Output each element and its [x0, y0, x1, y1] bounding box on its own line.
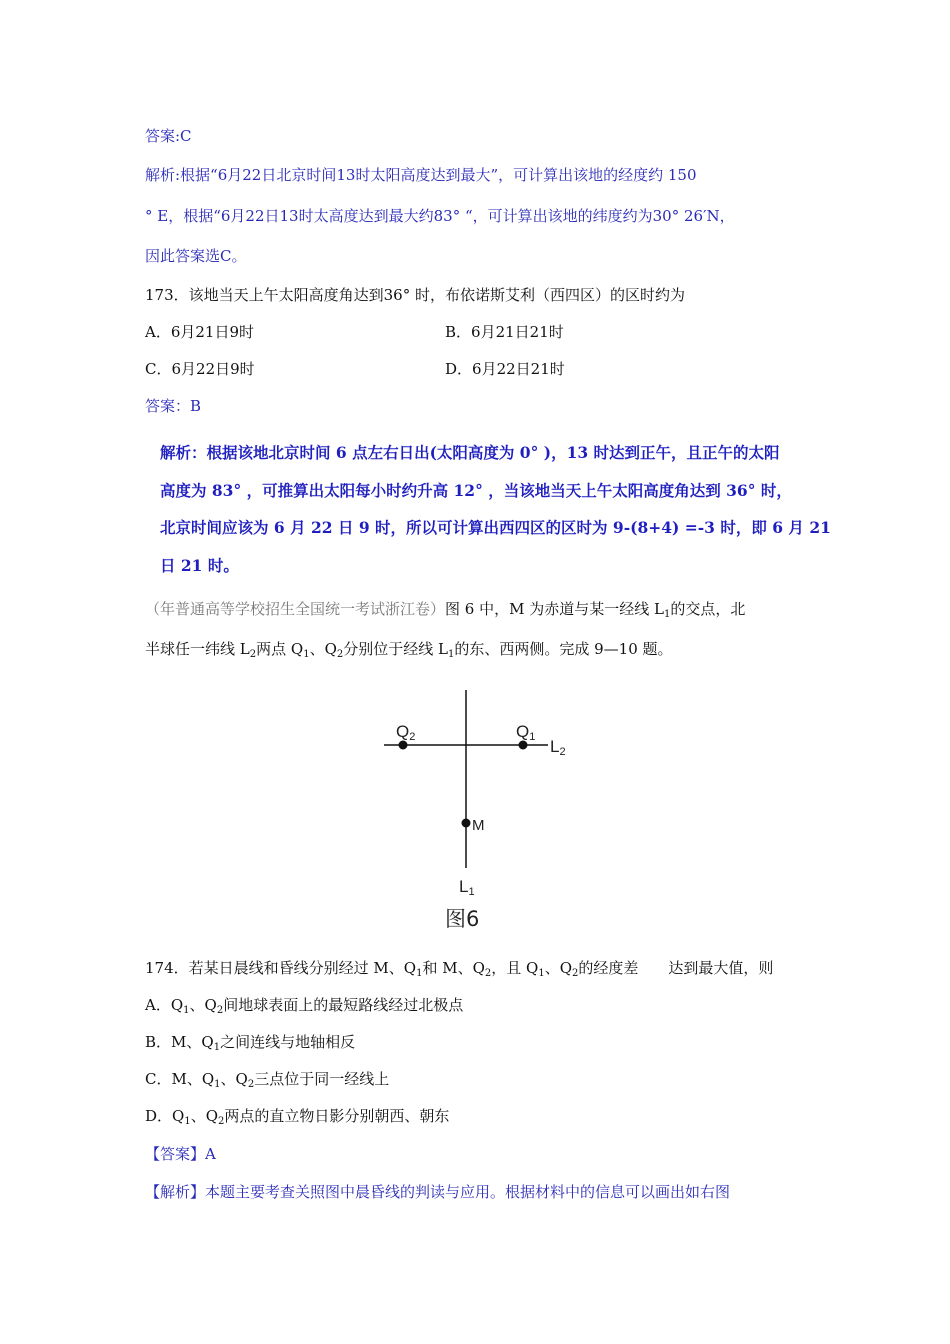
prev-analysis-line-2: ° E，根据“6月22日13时太高度达到最大约83° “，可计算出该地的纬度约为30° 26′N，	[145, 207, 735, 225]
label-q1: Q1	[516, 722, 536, 743]
q174-option-b: B．M、$Q_1$之间连线与地轴相反	[145, 1033, 356, 1053]
point-q1	[519, 741, 528, 750]
label-q2: Q2	[396, 722, 416, 743]
q173-option-d: D．6月22日21时	[445, 360, 565, 378]
q174-option-a: A．$Q_1$、$Q_2$间地球表面上的最短路线经过北极点	[145, 996, 464, 1016]
q174-stem: 174．若某日晨线和昏线分别经过 M、$Q_1$和 M、$Q_2$，且 $Q_1$、$Q_2$的经度差 达到最大值，则	[145, 959, 774, 979]
label-l1: L1	[459, 877, 475, 898]
q174-option-d: D．$Q_1$、$Q_2$两点的直立物日影分别朝西、朝东	[145, 1107, 450, 1127]
q174-analysis: 【解析】本题主要考查关照图中晨昏线的判读与应用。根据材料中的信息可以画出如右图	[145, 1183, 731, 1201]
q173-option-a: A．6月21日9时	[145, 323, 255, 341]
q173-analysis-line-4: 日 21 时。	[160, 556, 239, 575]
q173-analysis-line-3: 北京时间应该为 6 月 22 日 9 时，所以可计算出西四区的区时为 9-(8+4) =-3 时，即 6 月 21	[160, 518, 831, 537]
label-m: M	[472, 817, 485, 834]
intro-line-2: 半球任一纬线 $L_2$两点 $Q_1$、$Q_2$分别位于经线 $L_1$的东、西两侧。完成 9—10 题。	[145, 640, 673, 660]
q173-option-b: B．6月21日21时	[445, 323, 564, 341]
q173-option-c: C．6月22日9时	[145, 360, 255, 378]
q173-analysis-line-2: 高度为 83° ，可推算出太阳每小时约升高 12° ，当该地当天上午太阳高度角达到 36° 时，	[160, 481, 792, 500]
prev-analysis-line-1: 解析:根据“6月22日北京时间13时太阳高度达到最大”，可计算出该地的经度约 150	[145, 166, 697, 184]
point-m	[462, 819, 471, 828]
point-q2	[399, 741, 408, 750]
q174-option-c: C．M、$Q_1$、$Q_2$三点位于同一经线上	[145, 1070, 390, 1090]
intro-line-1: （年普通高等学校招生全国统一考试浙江卷）图 6 中，M 为赤道与某一经线 $L_1$的交点，北	[145, 600, 746, 620]
q173-answer: 答案：B	[145, 397, 202, 415]
intro-source: （年普通高等学校招生全国统一考试浙江卷）	[145, 600, 446, 618]
prev-analysis-line-3: 因此答案选C。	[145, 247, 247, 265]
q173-analysis-line-1: 解析：根据该地北京时间 6 点左右日出(太阳高度为 0° )，13 时达到正午，且正午的太阳	[160, 443, 780, 462]
figure-caption: 图6	[445, 907, 480, 931]
prev-answer: 答案:C	[145, 127, 192, 145]
q174-answer: 【答案】A	[145, 1145, 216, 1163]
label-l2: L2	[550, 737, 566, 758]
q173-stem: 173．该地当天上午太阳高度角达到36° 时，布依诺斯艾利（西四区）的区时约为	[145, 286, 685, 304]
